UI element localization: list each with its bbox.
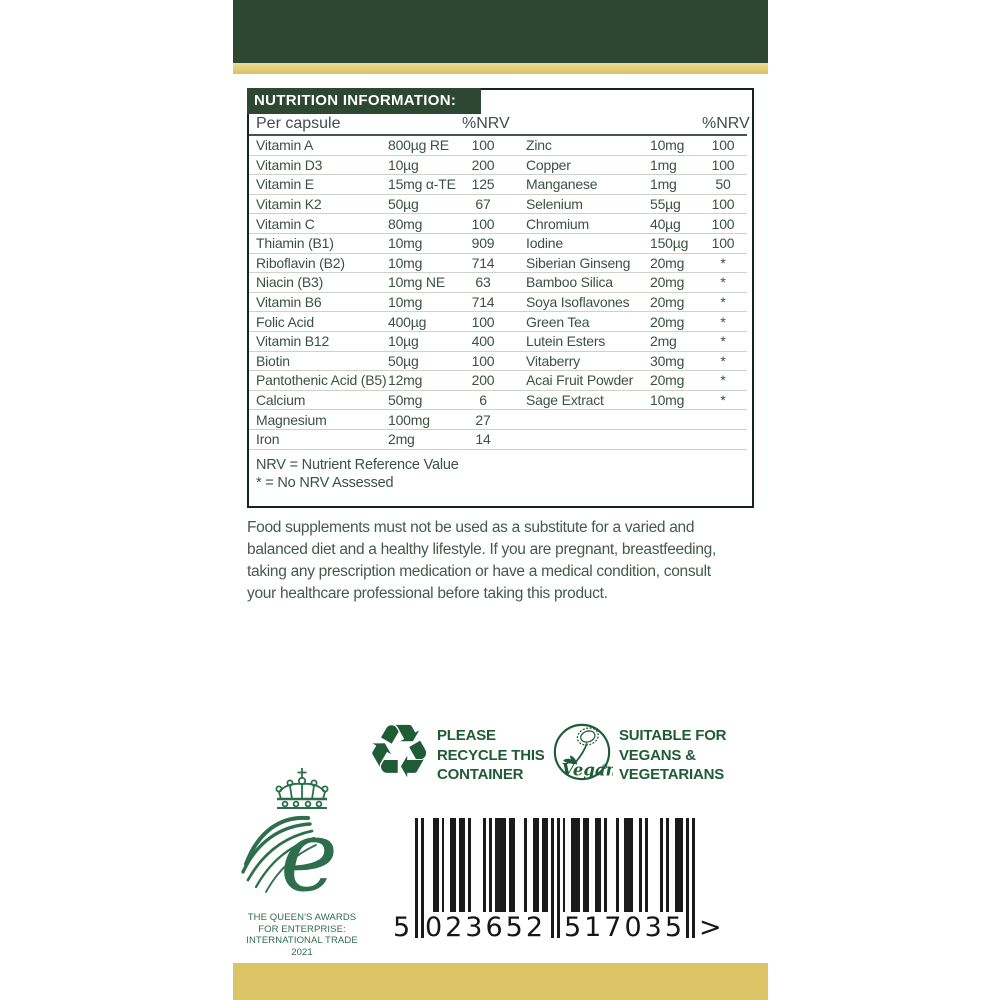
nutrient-amount: 50mg bbox=[388, 392, 423, 409]
nutrient-name: Chromium bbox=[526, 215, 589, 232]
nutrient-amount: 80mg bbox=[388, 215, 423, 232]
nutrient-name: Acai Fruit Powder bbox=[526, 372, 634, 389]
barcode-bar bbox=[542, 818, 548, 912]
nrv-header-left: %NRV bbox=[462, 115, 510, 132]
vegan-logo-text: Vegan bbox=[561, 760, 613, 780]
barcode-bar bbox=[533, 818, 539, 912]
nutrient-amount: 20mg bbox=[650, 274, 685, 291]
nutrition-row bbox=[249, 352, 747, 372]
barcode-bar bbox=[616, 818, 619, 912]
nutrient-name: Iron bbox=[256, 431, 280, 448]
nutrient-amount: 20mg bbox=[650, 254, 685, 271]
barcode-bar bbox=[557, 818, 560, 938]
barcode-bar bbox=[483, 818, 486, 912]
vegan-society-icon bbox=[551, 720, 613, 789]
nutrient-amount: 30mg bbox=[650, 352, 685, 369]
nutrition-title: NUTRITION INFORMATION: bbox=[247, 88, 481, 114]
nutrient-name: Vitamin B12 bbox=[256, 333, 330, 350]
nutrient-amount: 100mg bbox=[388, 411, 430, 428]
nutrient-amount: 1mg bbox=[650, 156, 677, 173]
nutrient-amount: 1mg bbox=[650, 176, 677, 193]
vegan-label bbox=[619, 726, 726, 785]
barcode-right-digits: 517035 bbox=[563, 912, 686, 943]
nutrition-row bbox=[249, 371, 747, 391]
nutrient-nrv: 100 bbox=[711, 235, 735, 252]
nutrition-row bbox=[249, 254, 747, 274]
nutrition-footnotes bbox=[249, 450, 752, 492]
text-line: NRV = Nutrient Reference Value bbox=[256, 456, 459, 473]
barcode-bar bbox=[489, 818, 492, 912]
nutrient-name: Selenium bbox=[526, 196, 583, 213]
barcode-bar bbox=[666, 818, 669, 912]
recycle-icon: ♻ bbox=[366, 709, 433, 795]
nutrient-nrv: * bbox=[720, 313, 726, 330]
nutrition-row bbox=[249, 312, 747, 332]
nutrient-name: Folic Acid bbox=[256, 313, 314, 330]
barcode-left-digits: 023652 bbox=[424, 912, 547, 943]
nutrient-nrv: 909 bbox=[471, 235, 495, 252]
nutrient-amount: 10mg bbox=[388, 294, 423, 311]
nutrient-amount: 12mg bbox=[388, 372, 423, 389]
nutrition-table-rows bbox=[249, 136, 752, 450]
nutrient-amount: 20mg bbox=[650, 294, 685, 311]
nutrient-amount: 20mg bbox=[650, 372, 685, 389]
nutrient-name: Calcium bbox=[256, 392, 306, 409]
nutrient-amount: 10µg bbox=[388, 333, 419, 350]
nutrient-nrv: 400 bbox=[471, 333, 495, 350]
nutrient-nrv: 100 bbox=[711, 137, 735, 154]
queens-award-icon bbox=[236, 766, 368, 915]
nutrient-nrv: 14 bbox=[475, 431, 491, 448]
barcode-bar bbox=[645, 818, 648, 912]
disclaimer-text bbox=[247, 517, 767, 605]
text-line: FOR ENTERPRISE: bbox=[258, 923, 346, 935]
nutrient-nrv: * bbox=[720, 274, 726, 291]
text-line: VEGETARIANS bbox=[619, 766, 725, 783]
nutrient-nrv: 100 bbox=[711, 196, 735, 213]
nutrient-name: Thiamin (B1) bbox=[256, 235, 334, 252]
nutrient-amount: 10mg bbox=[388, 235, 423, 252]
nutrient-nrv: * bbox=[720, 372, 726, 389]
barcode-bar bbox=[468, 818, 471, 912]
text-line: 2021 bbox=[291, 946, 313, 958]
nutrient-amount: 20mg bbox=[650, 313, 685, 330]
nutrient-nrv: 200 bbox=[471, 156, 495, 173]
nutrient-name: Vitamin A bbox=[256, 137, 314, 154]
barcode-bar bbox=[675, 818, 684, 912]
nutrient-name: Copper bbox=[526, 156, 571, 173]
barcode-bar bbox=[604, 818, 607, 912]
barcode-bar bbox=[660, 818, 663, 912]
nutrient-name: Vitamin K2 bbox=[256, 196, 322, 213]
nutrient-nrv: * bbox=[720, 352, 726, 369]
nutrient-amount: 400µg bbox=[388, 313, 427, 330]
nutrient-name: Siberian Ginseng bbox=[526, 254, 631, 271]
text-line: taking any prescription medication or have a medical condition, consult bbox=[247, 563, 711, 580]
nutrient-amount: 40µg bbox=[650, 215, 681, 232]
recycle-label bbox=[437, 726, 545, 785]
nutrition-row bbox=[249, 293, 747, 313]
nutrition-row bbox=[249, 391, 747, 411]
label-top-bar bbox=[233, 0, 768, 63]
nutrient-nrv: 63 bbox=[475, 274, 491, 291]
barcode bbox=[393, 818, 722, 948]
text-line: * = No NRV Assessed bbox=[256, 474, 394, 491]
barcode-trail-char: > bbox=[699, 912, 722, 943]
barcode-bar bbox=[524, 818, 527, 912]
nutrient-amount: 10mg bbox=[650, 392, 685, 409]
nutrient-name: Biotin bbox=[256, 352, 290, 369]
nutrient-name: Sage Extract bbox=[526, 392, 604, 409]
barcode-bar bbox=[509, 818, 515, 912]
nutrient-name: Vitamin E bbox=[256, 176, 314, 193]
nutrition-table-header bbox=[249, 114, 750, 136]
nutrient-nrv: 50 bbox=[715, 176, 731, 193]
nutrient-nrv: * bbox=[720, 294, 726, 311]
nutrient-amount: 10µg bbox=[388, 156, 419, 173]
nutrient-name: Vitamin B6 bbox=[256, 294, 322, 311]
nutrient-nrv: 6 bbox=[479, 392, 487, 409]
nutrient-name: Soya Isoflavones bbox=[526, 294, 630, 311]
nutrient-amount: 2mg bbox=[650, 333, 677, 350]
nrv-header-right: %NRV bbox=[702, 115, 750, 132]
nutrient-amount: 2mg bbox=[388, 431, 415, 448]
text-line: PLEASE bbox=[437, 727, 496, 744]
nutrient-amount: 10mg bbox=[388, 254, 423, 271]
nutrient-nrv: * bbox=[720, 254, 726, 271]
nutrient-amount: 10mg bbox=[650, 137, 685, 154]
nutrient-name: Lutein Esters bbox=[526, 333, 606, 350]
barcode-bar bbox=[495, 818, 507, 912]
text-line: THE QUEEN'S AWARDS bbox=[247, 912, 357, 923]
nutrition-row bbox=[249, 410, 747, 430]
barcode-bar bbox=[639, 818, 642, 912]
nutrition-panel bbox=[247, 88, 754, 508]
nutrient-nrv: 27 bbox=[475, 411, 491, 428]
nutrient-amount: 15mg α-TE bbox=[388, 176, 456, 193]
nutrition-row bbox=[249, 430, 747, 450]
nutrient-name: Vitaberry bbox=[526, 352, 580, 369]
barcode-bar bbox=[583, 818, 589, 912]
nutrition-row bbox=[249, 136, 747, 156]
nutrient-nrv: 125 bbox=[471, 176, 495, 193]
nutrient-name: Green Tea bbox=[526, 313, 590, 330]
nutrient-name: Manganese bbox=[526, 176, 598, 193]
nutrient-name: Zinc bbox=[526, 137, 552, 154]
text-line: VEGANS & bbox=[619, 746, 696, 764]
nutrient-nrv: 200 bbox=[471, 372, 495, 389]
gold-stripe-top bbox=[233, 63, 768, 74]
nutrient-nrv: 100 bbox=[711, 156, 735, 173]
barcode-bar bbox=[450, 818, 456, 912]
nutrition-row bbox=[249, 195, 747, 215]
nutrient-amount: 800µg RE bbox=[388, 137, 449, 154]
nutrient-name: Vitamin D3 bbox=[256, 156, 323, 173]
nutrient-nrv: 100 bbox=[711, 215, 735, 232]
queens-award-label bbox=[230, 912, 374, 958]
barcode-lead-digit: 5 bbox=[393, 912, 411, 943]
nutrient-name: Riboflavin (B2) bbox=[256, 254, 345, 271]
text-line: SUITABLE FOR bbox=[619, 727, 727, 744]
nutrition-row bbox=[249, 234, 747, 254]
nutrient-nrv: 714 bbox=[471, 254, 495, 271]
nutrient-amount: 55µg bbox=[650, 196, 681, 213]
nutrient-nrv: 714 bbox=[471, 294, 495, 311]
text-line: Food supplements must not be used as a substitute for a varied and bbox=[247, 519, 695, 536]
text-line: INTERNATIONAL TRADE bbox=[246, 935, 358, 946]
barcode-bar bbox=[571, 818, 580, 912]
text-line: CONTAINER bbox=[437, 766, 524, 783]
nutrient-amount: 50µg bbox=[388, 352, 419, 369]
nutrient-nrv: 100 bbox=[471, 313, 495, 330]
nutrient-name: Iodine bbox=[526, 235, 563, 252]
barcode-bar bbox=[415, 818, 418, 938]
barcode-bar bbox=[433, 818, 439, 912]
nutrient-nrv: 67 bbox=[475, 196, 491, 213]
barcode-bar bbox=[442, 818, 445, 912]
nutrient-name: Vitamin C bbox=[256, 215, 315, 232]
queens-award-e: e bbox=[280, 800, 338, 910]
nutrient-amount: 50µg bbox=[388, 196, 419, 213]
nutrient-name: Niacin (B3) bbox=[256, 274, 324, 291]
text-line: balanced diet and a healthy lifestyle. If you are pregnant, breastfeeding, bbox=[247, 541, 716, 558]
nutrient-name: Bamboo Silica bbox=[526, 274, 613, 291]
nutrient-nrv: * bbox=[720, 333, 726, 350]
nutrient-nrv: 100 bbox=[471, 137, 495, 154]
barcode-bar bbox=[459, 818, 465, 912]
nutrition-row bbox=[249, 332, 747, 352]
barcode-bar bbox=[692, 818, 695, 938]
text-line: RECYCLE THIS bbox=[437, 746, 545, 764]
barcode-bar bbox=[563, 818, 566, 912]
text-line: your healthcare professional before taking this product. bbox=[247, 585, 608, 602]
barcode-bar bbox=[624, 818, 633, 912]
nutrition-row bbox=[249, 156, 747, 176]
nutrient-name: Magnesium bbox=[256, 411, 327, 428]
nutrition-row bbox=[249, 175, 747, 195]
nutrient-amount: 150µg bbox=[650, 235, 689, 252]
nutrition-row bbox=[249, 214, 747, 234]
nutrient-nrv: 100 bbox=[471, 215, 495, 232]
barcode-bar bbox=[595, 818, 601, 912]
nutrient-name: Pantothenic Acid (B5) bbox=[256, 372, 387, 389]
barcode-bar bbox=[551, 818, 554, 938]
nutrient-nrv: 100 bbox=[471, 352, 495, 369]
nutrient-amount: 10mg NE bbox=[388, 274, 445, 291]
gold-stripe-bottom bbox=[233, 963, 768, 1000]
nutrient-nrv: * bbox=[720, 392, 726, 409]
per-capsule-header: Per capsule bbox=[256, 115, 341, 132]
nutrition-row bbox=[249, 273, 747, 293]
